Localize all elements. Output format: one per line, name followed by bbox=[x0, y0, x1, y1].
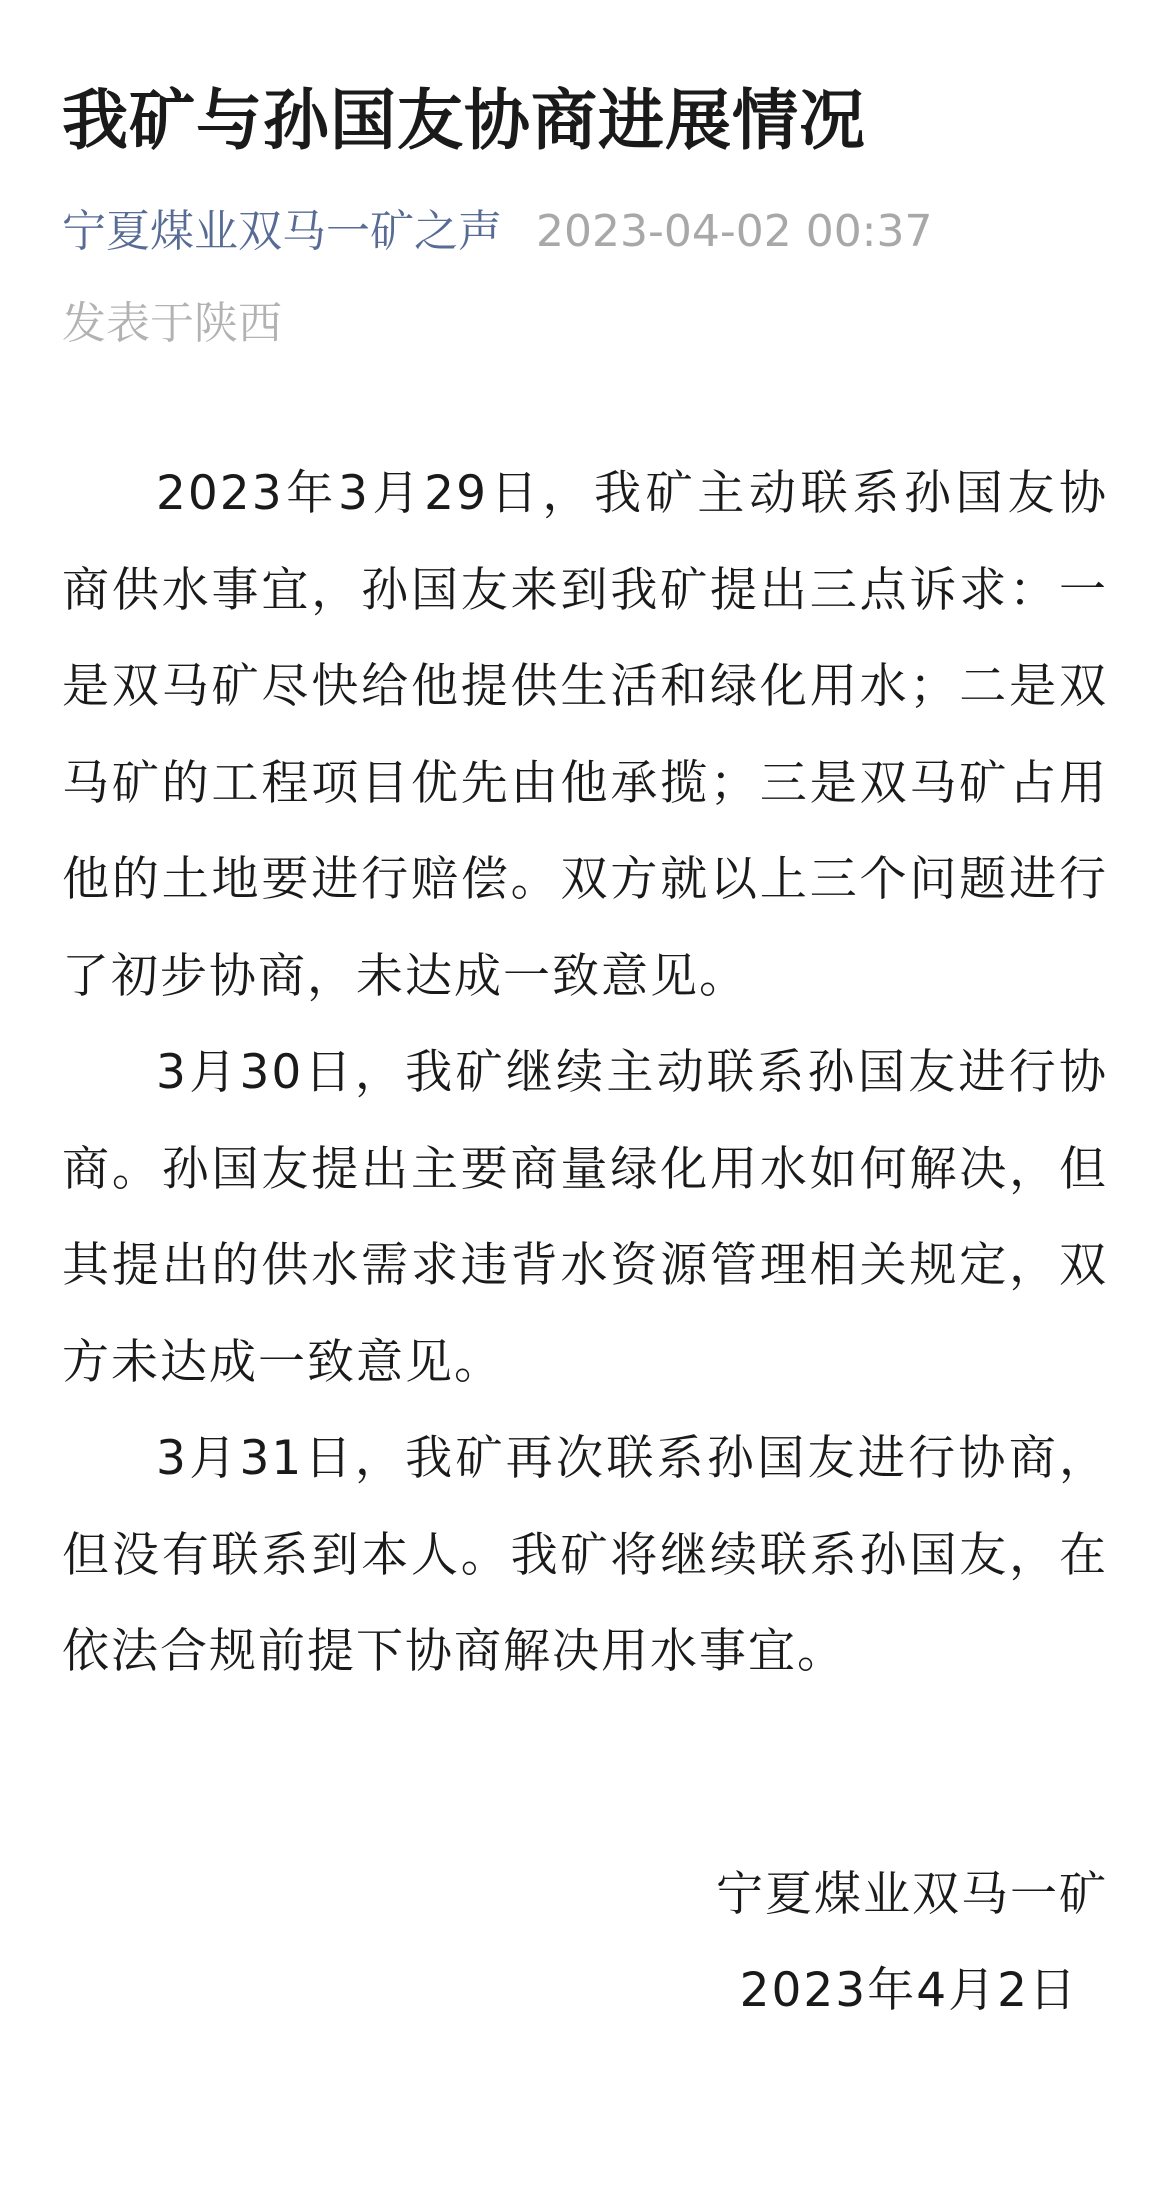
article-body bbox=[62, 446, 1108, 1701]
article-title: 我矿与孙国友协商进展情况 bbox=[62, 82, 866, 159]
article bbox=[62, 0, 1108, 2039]
article-meta bbox=[62, 202, 1108, 262]
author-link[interactable]: 宁夏煤业双马一矿之声 bbox=[62, 206, 502, 257]
paragraph-1: 2023年3月29日，我矿主动联系孙国友协商供水事宜，孙国友来到我矿提出三点诉求：一是双马矿尽快给他提供生活和绿化用水；二是双马矿的工程项目优先由他承揽；三是双马矿占用他的土地要进行赔偿。双方就以上三个问题进行了初步协商，未达成一致意见。 bbox=[62, 466, 1108, 1004]
signature-date: 2023年4月2日 bbox=[739, 1962, 1078, 2018]
paragraph-2: 3月30日，我矿继续主动联系孙国友进行协商。孙国友提出主要商量绿化用水如何解决，但其提出的供水需求违背水资源管理相关规定，双方未达成一致意见。 bbox=[62, 1045, 1108, 1390]
publish-location: 发表于陕西 bbox=[62, 298, 282, 349]
publish-time: 2023-04-02 00:37 bbox=[536, 206, 933, 257]
signature-organization: 宁夏煤业双马一矿 bbox=[716, 1866, 1108, 1922]
paragraph-3: 3月31日，我矿再次联系孙国友进行协商，但没有联系到本人。我矿将继续联系孙国友，在依法合规前提下协商解决用水事宜。 bbox=[62, 1431, 1108, 1679]
signature-block bbox=[62, 1847, 1108, 2039]
